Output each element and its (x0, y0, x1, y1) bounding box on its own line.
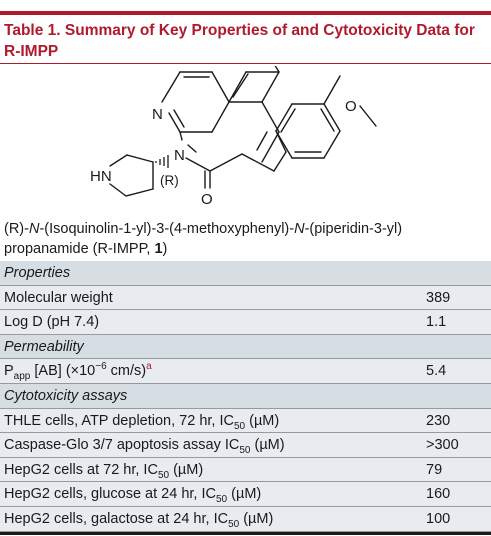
table-bottom-rule (0, 532, 491, 535)
label-sub: app (13, 371, 31, 383)
section-label: Permeability (4, 338, 84, 355)
name-part: (R)- (4, 221, 29, 237)
row-label (4, 413, 279, 430)
row-value: 79 (426, 461, 443, 478)
label-mid: [AB] (×10 (30, 363, 96, 380)
table-title-prefix: Table 1. (4, 22, 61, 39)
section-label: Properties (4, 265, 71, 281)
row-value: 100 (426, 510, 451, 527)
label-end: cm/s) (106, 363, 147, 380)
structure-drawing (70, 66, 400, 216)
table-row (0, 359, 491, 384)
compound-number: 1 (154, 241, 163, 257)
row-label (4, 462, 203, 479)
table-title (4, 20, 488, 62)
label-sub: 50 (215, 494, 228, 506)
label-end: (µM) (169, 461, 204, 478)
label-end: (µM) (239, 510, 274, 527)
section-label: Cytotoxicity assays (4, 387, 128, 404)
row-label (4, 486, 262, 506)
section-properties (0, 261, 491, 286)
row-value: 160 (426, 486, 451, 503)
row-value: 389 (426, 289, 451, 306)
table-row (0, 286, 491, 311)
amide-n-label: N (174, 147, 185, 164)
name-italic-n: N (28, 221, 40, 237)
isoquinoline-n-label: N (152, 106, 163, 123)
name-part: ) (162, 241, 168, 257)
row-value: >300 (426, 437, 459, 454)
name-italic-n: N (294, 221, 305, 237)
table-title-text: Summary of Key Properties of and Cytotoxicity Data for R-IMPP (4, 22, 475, 60)
footnote-marker[interactable]: a (146, 361, 152, 373)
row-label: Molecular weight (4, 289, 113, 306)
title-rule (0, 11, 491, 15)
label-main: THLE cells, ATP depletion, 72 hr, IC (4, 412, 234, 429)
row-label (4, 361, 152, 383)
section-cytotoxicity (0, 384, 491, 409)
piperidine-nh-label: HN (90, 168, 112, 185)
table-row (0, 507, 491, 532)
carbonyl-o-label: O (201, 191, 213, 208)
table-title-bar (0, 0, 491, 66)
label-sub: 50 (239, 445, 251, 457)
row-value: 1.1 (426, 314, 447, 331)
table-row (0, 433, 491, 458)
section-permeability (0, 335, 491, 360)
table-row (0, 310, 491, 335)
row-label (4, 511, 273, 528)
label-sub: 50 (157, 469, 170, 481)
label-end: (µM) (227, 486, 262, 503)
label-sup: −6 (95, 361, 107, 373)
ether-o-label: O (345, 98, 357, 115)
row-value: 5.4 (426, 363, 447, 380)
name-part: propanamide (R-IMPP, (4, 241, 155, 257)
table-row (0, 409, 491, 434)
label-main: HepG2 cells, glucose at 24 hr, IC (4, 486, 216, 503)
chemical-structure (70, 66, 400, 216)
table-row (0, 482, 491, 507)
label-main: HepG2 cells at 72 hr, IC (4, 461, 158, 478)
label-main: P (4, 363, 14, 380)
label-sub: 50 (233, 420, 246, 432)
row-value: 230 (426, 412, 451, 429)
label-main: Caspase-Glo 3/7 apoptosis assay IC (4, 437, 240, 454)
name-part: -(piperidin-3-yl) (304, 221, 403, 237)
label-end: (µM) (245, 412, 280, 429)
row-label (4, 437, 285, 457)
properties-table (0, 261, 491, 532)
title-underline (0, 63, 491, 64)
name-part: -(Isoquinolin-1-yl)-3-(4-methoxyphenyl)- (39, 221, 295, 237)
table-row (0, 458, 491, 483)
compound-name (4, 219, 488, 259)
label-end: (µM) (250, 437, 285, 454)
row-label: Log D (pH 7.4) (4, 314, 100, 331)
label-sub: 50 (228, 518, 240, 530)
stereo-label: (R) (160, 173, 179, 188)
label-main: HepG2 cells, galactose at 24 hr, IC (4, 510, 229, 527)
